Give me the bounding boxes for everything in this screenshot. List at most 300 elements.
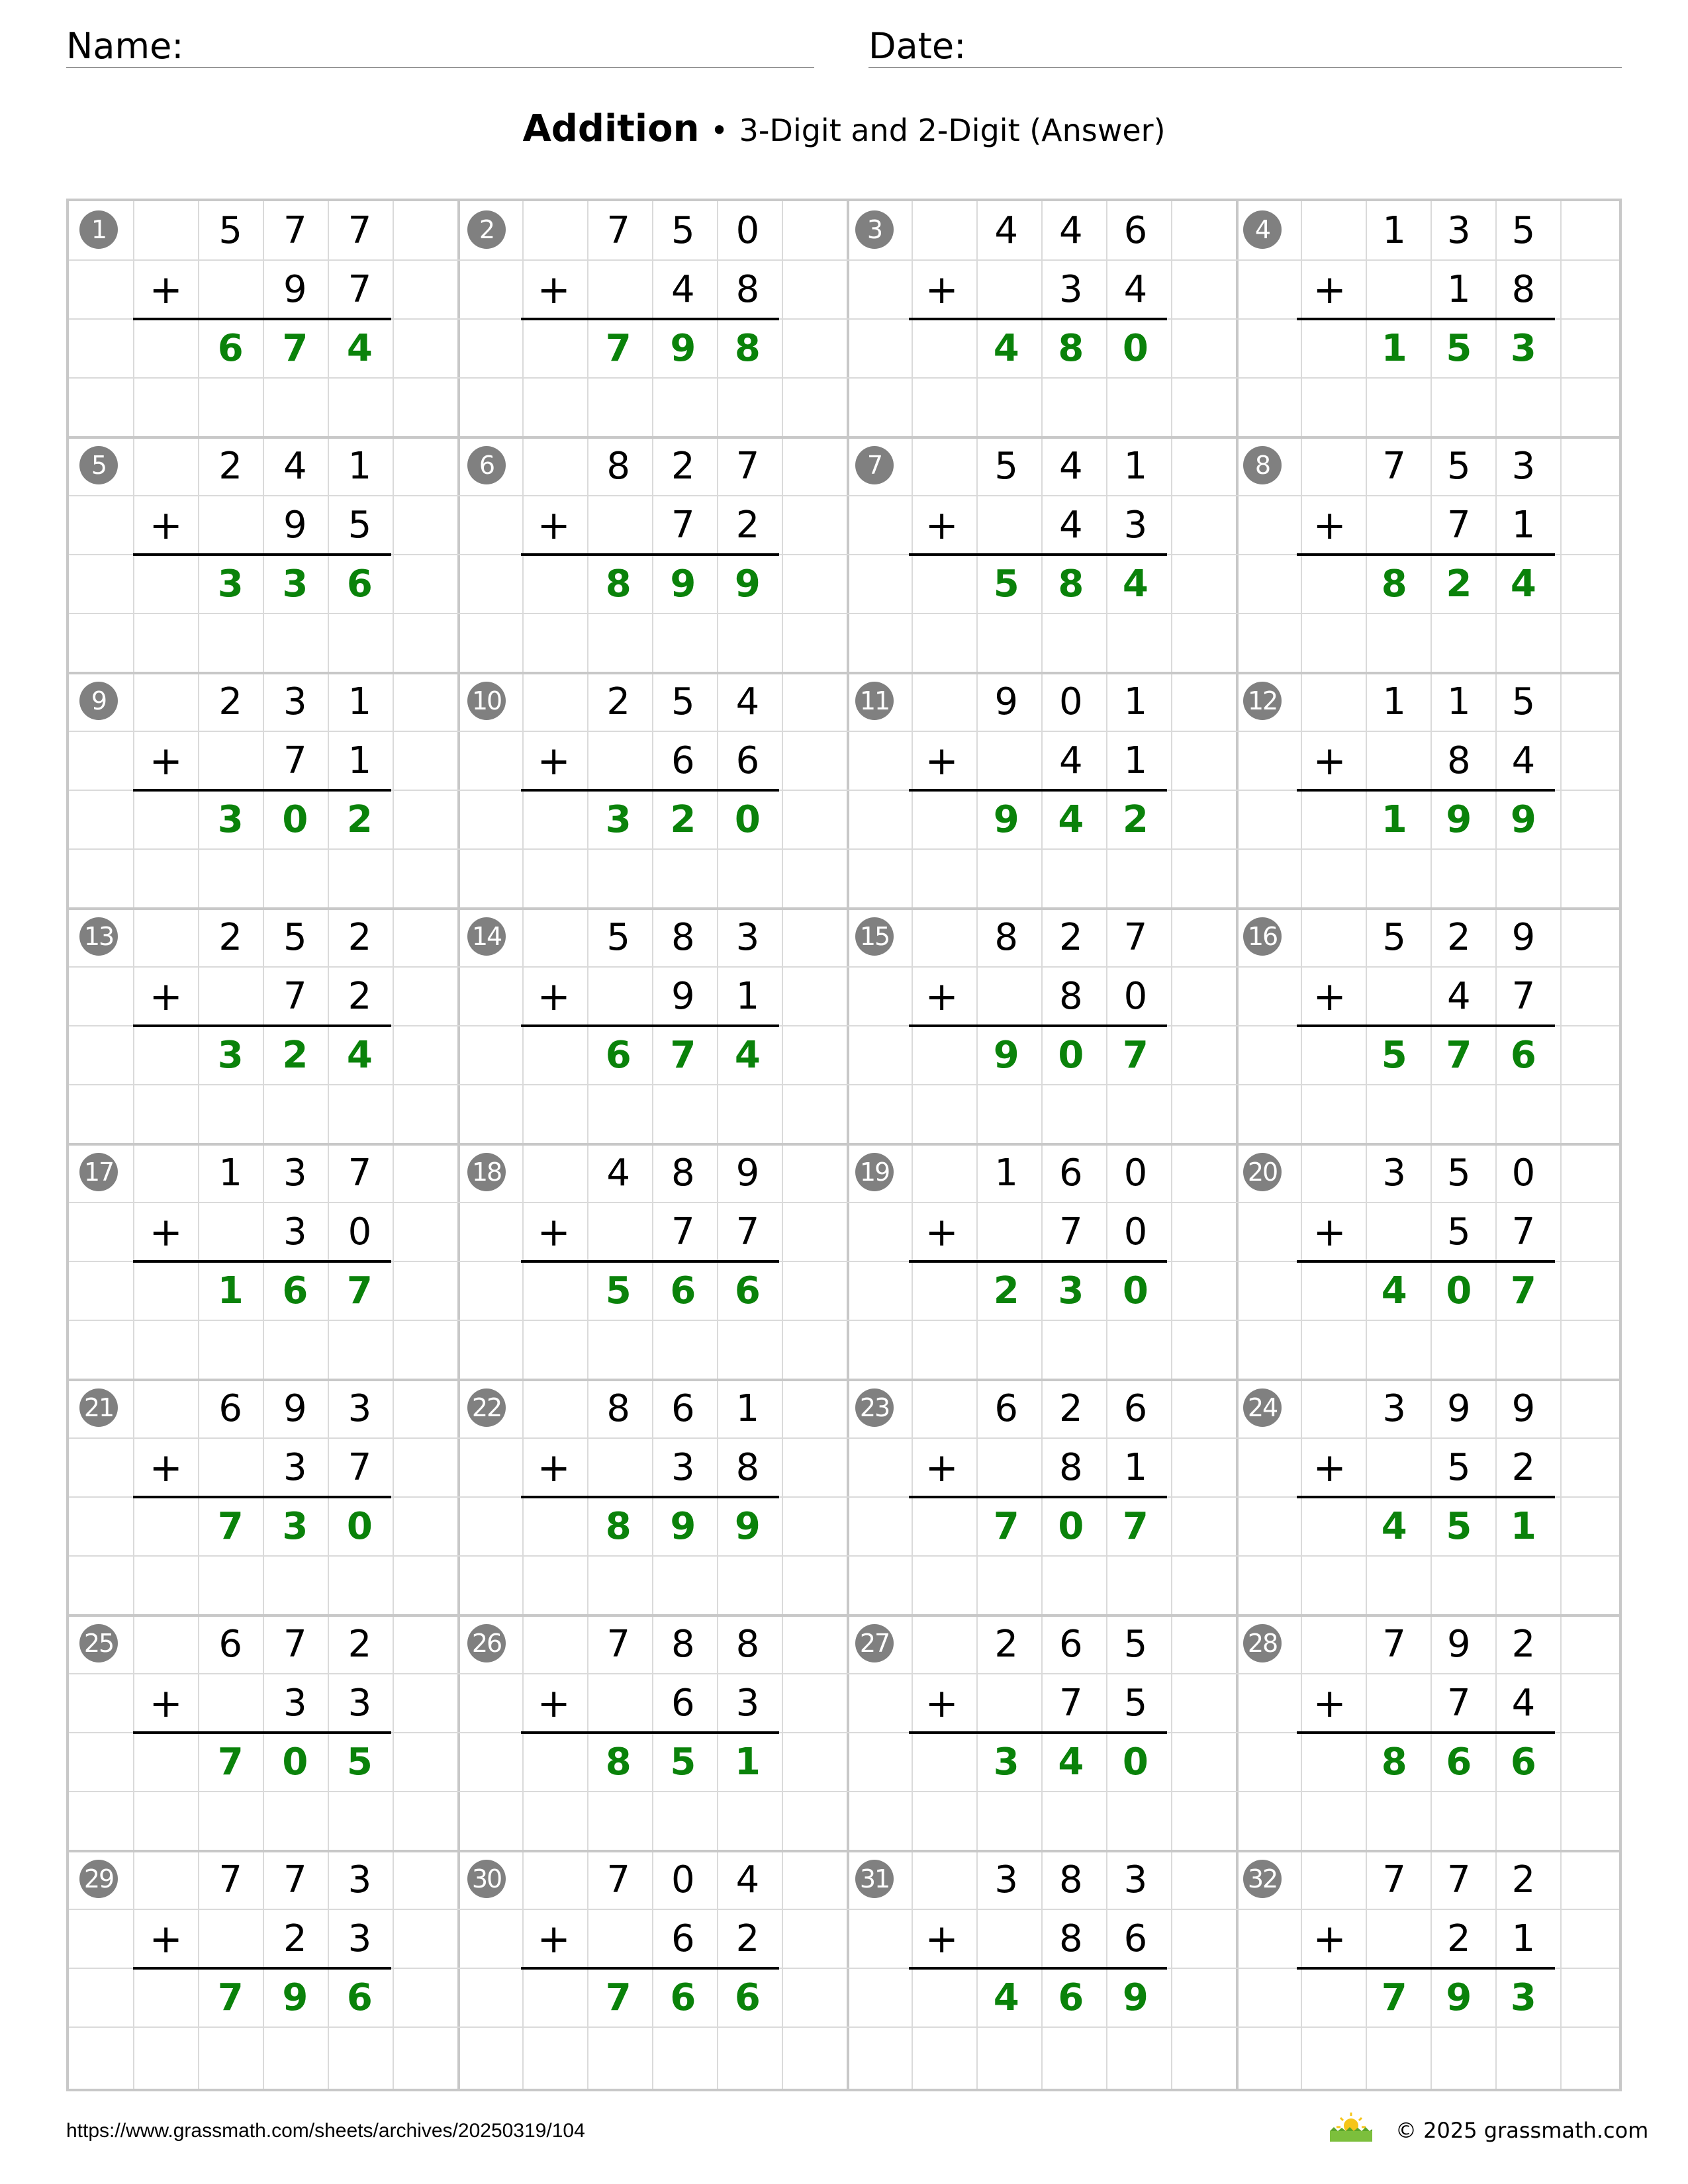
top-digit: 8 [671, 1152, 695, 1195]
bottom-digit: 6 [671, 1917, 695, 1960]
worksheet-title [0, 106, 1688, 154]
problem-number-badge: 30 [467, 1860, 506, 1898]
answer-digit: 2 [346, 798, 373, 841]
bottom-digit: 1 [1446, 268, 1471, 311]
plus-sign: + [925, 1915, 959, 1962]
plus-sign: + [1313, 502, 1346, 549]
answer-digit: 6 [1446, 1741, 1472, 1784]
answer-digit: 8 [605, 1505, 632, 1548]
answer-digit: 8 [605, 563, 632, 606]
problem-number-badge: 19 [855, 1153, 894, 1191]
answer-digit: 1 [734, 1741, 761, 1784]
answer-digit: 7 [605, 327, 632, 370]
answer-digit: 0 [346, 1505, 373, 1548]
top-digit: 2 [218, 916, 242, 959]
problem-card [457, 672, 845, 908]
top-digit: 4 [1058, 209, 1083, 252]
top-digit: 5 [1446, 1152, 1471, 1195]
top-digit: 6 [218, 1387, 242, 1430]
bottom-digit: 5 [348, 504, 372, 547]
top-digit: 5 [994, 445, 1018, 488]
answer-digit: 5 [670, 1741, 696, 1784]
answer-digit: 0 [1122, 327, 1149, 370]
answer-digit: 4 [1381, 1269, 1407, 1312]
answer-digit: 0 [282, 798, 308, 841]
top-digit: 2 [1058, 916, 1083, 959]
answer-digit: 2 [282, 1034, 308, 1077]
grass-sun-logo-icon [1327, 2110, 1375, 2143]
bottom-digit: 7 [283, 739, 307, 782]
answer-digit: 3 [1058, 1269, 1084, 1312]
problem-card [69, 437, 457, 672]
bottom-digit: 3 [283, 1446, 307, 1489]
problem-number-badge: 20 [1243, 1153, 1282, 1191]
top-digit: 6 [1058, 1623, 1083, 1666]
answer-digit: 6 [1510, 1034, 1536, 1077]
answer-digit: 6 [1058, 1976, 1084, 2019]
answer-digit: 6 [217, 327, 244, 370]
problem-card [1233, 1144, 1620, 1379]
answer-digit: 7 [282, 327, 308, 370]
answer-digit: 5 [1381, 1034, 1407, 1077]
bottom-digit: 7 [348, 1446, 372, 1489]
problem-number-badge: 12 [1243, 682, 1282, 720]
answer-digit: 9 [993, 1034, 1019, 1077]
plus-sign: + [1313, 1444, 1346, 1491]
answer-digit: 0 [734, 798, 761, 841]
answer-digit: 3 [217, 563, 244, 606]
answer-digit: 7 [1446, 1034, 1472, 1077]
top-digit: 6 [1058, 1152, 1083, 1195]
answer-digit: 2 [670, 798, 696, 841]
bottom-digit: 5 [1446, 1210, 1471, 1253]
top-digit: 2 [994, 1623, 1018, 1666]
top-digit: 7 [283, 1858, 307, 1901]
plus-sign: + [537, 1680, 571, 1727]
top-digit: 5 [1511, 680, 1536, 723]
top-digit: 8 [606, 1387, 630, 1430]
bottom-digit: 4 [1511, 1682, 1536, 1725]
top-digit: 3 [1511, 445, 1536, 488]
answer-digit: 9 [282, 1976, 308, 2019]
top-digit: 5 [283, 916, 307, 959]
top-digit: 2 [348, 916, 372, 959]
top-digit: 8 [1058, 1858, 1083, 1901]
bottom-digit: 3 [671, 1446, 695, 1489]
bottom-digit: 4 [1446, 975, 1471, 1018]
top-digit: 1 [218, 1152, 242, 1195]
problem-card [69, 1379, 457, 1615]
answer-digit: 9 [670, 1505, 696, 1548]
problem-number-badge: 28 [1243, 1624, 1282, 1662]
top-digit: 4 [735, 680, 760, 723]
top-digit: 3 [735, 916, 760, 959]
date-line[interactable] [868, 67, 1622, 68]
top-digit: 6 [1123, 209, 1148, 252]
top-digit: 2 [606, 680, 630, 723]
bottom-digit: 8 [735, 1446, 760, 1489]
problem-card [845, 1615, 1233, 1850]
bottom-digit: 1 [1511, 504, 1536, 547]
answer-digit: 1 [1381, 327, 1407, 370]
top-digit: 5 [218, 209, 242, 252]
plus-sign: + [537, 1915, 571, 1962]
answer-digit: 7 [217, 1505, 244, 1548]
plus-sign: + [537, 266, 571, 313]
bottom-digit: 8 [1058, 1917, 1083, 1960]
answer-digit: 5 [346, 1741, 373, 1784]
plus-sign: + [149, 1208, 183, 1255]
problem-number-badge: 18 [467, 1153, 506, 1191]
answer-digit: 5 [993, 563, 1019, 606]
plus-sign: + [1313, 737, 1346, 784]
problem-number-badge: 3 [855, 210, 894, 249]
answer-digit: 5 [1446, 327, 1472, 370]
answer-digit: 0 [282, 1741, 308, 1784]
bottom-digit: 3 [348, 1917, 372, 1960]
plus-sign: + [149, 1680, 183, 1727]
problem-number-badge: 13 [79, 917, 118, 956]
problem-card [845, 672, 1233, 908]
top-digit: 3 [1382, 1152, 1406, 1195]
bottom-digit: 2 [735, 1917, 760, 1960]
bottom-digit: 8 [1511, 268, 1536, 311]
top-digit: 2 [1058, 1387, 1083, 1430]
top-digit: 5 [1511, 209, 1536, 252]
bottom-digit: 1 [735, 975, 760, 1018]
problem-card [457, 201, 845, 437]
plus-sign: + [149, 737, 183, 784]
top-digit: 7 [1123, 916, 1148, 959]
problem-card [457, 1850, 845, 2086]
top-digit: 0 [1123, 1152, 1148, 1195]
bottom-digit: 2 [1446, 1917, 1471, 1960]
top-digit: 3 [283, 1152, 307, 1195]
top-digit: 4 [283, 445, 307, 488]
answer-digit: 1 [1510, 1505, 1536, 1548]
bottom-digit: 3 [1058, 268, 1083, 311]
name-label: Name: [66, 25, 184, 67]
bottom-digit: 7 [1058, 1682, 1083, 1725]
top-digit: 0 [1511, 1152, 1536, 1195]
top-digit: 4 [606, 1152, 630, 1195]
bottom-digit: 2 [283, 1917, 307, 1960]
bottom-digit: 7 [1446, 504, 1471, 547]
answer-digit: 0 [1122, 1269, 1149, 1312]
top-digit: 5 [1382, 916, 1406, 959]
problem-card [69, 672, 457, 908]
top-digit: 1 [348, 445, 372, 488]
top-digit: 7 [348, 1152, 372, 1195]
plus-sign: + [1313, 1680, 1346, 1727]
problem-card [1233, 1850, 1620, 2086]
answer-digit: 2 [1122, 798, 1149, 841]
top-digit: 8 [735, 1623, 760, 1666]
problem-number-badge: 25 [79, 1624, 118, 1662]
title-subtitle: 3-Digit and 2-Digit (Answer) [739, 113, 1166, 148]
problem-number-badge: 1 [79, 210, 118, 249]
top-digit: 4 [735, 1858, 760, 1901]
top-digit: 7 [348, 209, 372, 252]
bottom-digit: 9 [283, 504, 307, 547]
problem-number-badge: 31 [855, 1860, 894, 1898]
title-separator: • [710, 113, 729, 148]
plus-sign: + [149, 1444, 183, 1491]
bottom-digit: 8 [735, 268, 760, 311]
bottom-digit: 8 [1058, 975, 1083, 1018]
top-digit: 3 [1446, 209, 1471, 252]
answer-digit: 9 [734, 563, 761, 606]
answer-digit: 6 [670, 1269, 696, 1312]
top-digit: 8 [606, 445, 630, 488]
problem-number-badge: 11 [855, 682, 894, 720]
plus-sign: + [1313, 973, 1346, 1020]
bottom-digit: 2 [1511, 1446, 1536, 1489]
top-digit: 7 [606, 1858, 630, 1901]
answer-digit: 9 [993, 798, 1019, 841]
top-digit: 8 [671, 1623, 695, 1666]
top-digit: 1 [994, 1152, 1018, 1195]
problem-number-badge: 21 [79, 1388, 118, 1427]
bottom-digit: 9 [671, 975, 695, 1018]
answer-digit: 4 [1381, 1505, 1407, 1548]
problem-number-badge: 7 [855, 446, 894, 484]
bottom-digit: 2 [348, 975, 372, 1018]
top-digit: 6 [1123, 1387, 1148, 1430]
problem-card [1233, 1379, 1620, 1615]
problem-number-badge: 29 [79, 1860, 118, 1898]
bottom-digit: 7 [1058, 1210, 1083, 1253]
top-digit: 9 [994, 680, 1018, 723]
answer-digit: 1 [217, 1269, 244, 1312]
bottom-digit: 7 [671, 504, 695, 547]
top-digit: 5 [671, 680, 695, 723]
problem-card [457, 908, 845, 1144]
top-digit: 7 [1446, 1858, 1471, 1901]
top-digit: 6 [671, 1387, 695, 1430]
answer-digit: 7 [1510, 1269, 1536, 1312]
top-digit: 7 [218, 1858, 242, 1901]
bottom-digit: 7 [671, 1210, 695, 1253]
bottom-digit: 4 [671, 268, 695, 311]
top-digit: 1 [1382, 680, 1406, 723]
problem-card [1233, 201, 1620, 437]
problem-card [845, 908, 1233, 1144]
answer-digit: 9 [1122, 1976, 1149, 2019]
problem-number-badge: 16 [1243, 917, 1282, 956]
top-digit: 5 [606, 916, 630, 959]
bottom-digit: 0 [348, 1210, 372, 1253]
top-digit: 3 [1123, 1858, 1148, 1901]
top-digit: 9 [1446, 1387, 1471, 1430]
top-digit: 0 [671, 1858, 695, 1901]
problem-number-badge: 10 [467, 682, 506, 720]
bottom-digit: 6 [671, 1682, 695, 1725]
answer-digit: 7 [1122, 1505, 1149, 1548]
bottom-digit: 8 [1058, 1446, 1083, 1489]
top-digit: 1 [1123, 680, 1148, 723]
answer-digit: 4 [1058, 798, 1084, 841]
bottom-digit: 1 [1511, 1917, 1536, 1960]
bottom-digit: 0 [1123, 1210, 1148, 1253]
plus-sign: + [149, 1915, 183, 1962]
answer-digit: 8 [1058, 563, 1084, 606]
top-digit: 2 [348, 1623, 372, 1666]
answer-digit: 7 [993, 1505, 1019, 1548]
bottom-digit: 6 [735, 739, 760, 782]
bottom-digit: 2 [735, 504, 760, 547]
top-digit: 2 [1511, 1858, 1536, 1901]
plus-sign: + [925, 1444, 959, 1491]
bottom-digit: 4 [1058, 504, 1083, 547]
answer-digit: 4 [993, 327, 1019, 370]
plus-sign: + [925, 502, 959, 549]
top-digit: 7 [283, 209, 307, 252]
answer-digit: 6 [346, 1976, 373, 2019]
plus-sign: + [149, 266, 183, 313]
bottom-digit: 6 [671, 739, 695, 782]
top-digit: 9 [1511, 1387, 1536, 1430]
bottom-digit: 4 [1511, 739, 1536, 782]
footer-url: https://www.grassmath.com/sheets/archives/20250319/104 [66, 2120, 585, 2142]
answer-digit: 0 [1058, 1505, 1084, 1548]
top-digit: 5 [1123, 1623, 1148, 1666]
problem-number-badge: 14 [467, 917, 506, 956]
bottom-digit: 7 [1446, 1682, 1471, 1725]
problem-number-badge: 32 [1243, 1860, 1282, 1898]
problem-card [69, 201, 457, 437]
plus-sign: + [925, 266, 959, 313]
answer-digit: 4 [734, 1034, 761, 1077]
name-line[interactable] [66, 67, 814, 68]
plus-sign: + [925, 1208, 959, 1255]
problem-card [69, 908, 457, 1144]
bottom-digit: 5 [1446, 1446, 1471, 1489]
plus-sign: + [1313, 266, 1346, 313]
problem-number-badge: 2 [467, 210, 506, 249]
plus-sign: + [537, 502, 571, 549]
answer-digit: 8 [1381, 563, 1407, 606]
answer-digit: 9 [1510, 798, 1536, 841]
answer-digit: 5 [605, 1269, 632, 1312]
bottom-digit: 1 [1123, 739, 1148, 782]
answer-digit: 7 [670, 1034, 696, 1077]
answer-digit: 0 [1058, 1034, 1084, 1077]
answer-digit: 9 [734, 1505, 761, 1548]
problem-card [457, 437, 845, 672]
bottom-digit: 4 [1123, 268, 1148, 311]
top-digit: 2 [1446, 916, 1471, 959]
answer-digit: 3 [993, 1741, 1019, 1784]
answer-digit: 4 [346, 327, 373, 370]
problem-card [457, 1615, 845, 1850]
problem-card [1233, 908, 1620, 1144]
problem-number-badge: 17 [79, 1153, 118, 1191]
answer-digit: 3 [605, 798, 632, 841]
bottom-digit: 7 [735, 1210, 760, 1253]
problem-card [845, 1144, 1233, 1379]
problem-number-badge: 6 [467, 446, 506, 484]
answer-digit: 5 [1446, 1505, 1472, 1548]
top-digit: 2 [218, 445, 242, 488]
plus-sign: + [149, 973, 183, 1020]
title-main: Addition [522, 107, 700, 150]
problem-card [69, 1850, 457, 2086]
plus-sign: + [1313, 1208, 1346, 1255]
problem-card [845, 1379, 1233, 1615]
top-digit: 9 [735, 1152, 760, 1195]
problem-grid [66, 199, 1622, 2091]
problem-number-badge: 27 [855, 1624, 894, 1662]
problem-card [1233, 1615, 1620, 1850]
bottom-digit: 3 [283, 1210, 307, 1253]
answer-digit: 6 [734, 1976, 761, 2019]
bottom-digit: 7 [1511, 975, 1536, 1018]
answer-digit: 0 [1122, 1741, 1149, 1784]
top-digit: 7 [735, 445, 760, 488]
problem-number-badge: 24 [1243, 1388, 1282, 1427]
plus-sign: + [537, 973, 571, 1020]
answer-digit: 6 [670, 1976, 696, 2019]
problem-card [845, 201, 1233, 437]
top-digit: 7 [1382, 1858, 1406, 1901]
answer-digit: 4 [993, 1976, 1019, 2019]
bottom-digit: 3 [735, 1682, 760, 1725]
problem-number-badge: 15 [855, 917, 894, 956]
top-digit: 3 [1382, 1387, 1406, 1430]
plus-sign: + [537, 737, 571, 784]
answer-digit: 6 [734, 1269, 761, 1312]
top-digit: 8 [994, 916, 1018, 959]
top-digit: 3 [348, 1387, 372, 1430]
top-digit: 9 [1511, 916, 1536, 959]
bottom-digit: 5 [1123, 1682, 1148, 1725]
top-digit: 1 [1446, 680, 1471, 723]
top-digit: 7 [606, 1623, 630, 1666]
answer-digit: 4 [346, 1034, 373, 1077]
bottom-digit: 4 [1058, 739, 1083, 782]
plus-sign: + [925, 1680, 959, 1727]
top-digit: 4 [994, 209, 1018, 252]
plus-sign: + [925, 973, 959, 1020]
bottom-digit: 3 [1123, 504, 1148, 547]
answer-digit: 3 [282, 563, 308, 606]
top-digit: 3 [348, 1858, 372, 1901]
top-digit: 3 [283, 680, 307, 723]
answer-digit: 7 [346, 1269, 373, 1312]
problem-card [69, 1144, 457, 1379]
answer-digit: 7 [1381, 1976, 1407, 2019]
answer-digit: 3 [282, 1505, 308, 1548]
plus-sign: + [537, 1208, 571, 1255]
bottom-digit: 3 [283, 1682, 307, 1725]
answer-digit: 3 [1510, 327, 1536, 370]
answer-digit: 8 [1058, 327, 1084, 370]
top-digit: 5 [1446, 445, 1471, 488]
plus-sign: + [925, 737, 959, 784]
problem-card [457, 1379, 845, 1615]
answer-digit: 9 [1446, 798, 1472, 841]
top-digit: 0 [1058, 680, 1083, 723]
answer-digit: 4 [1510, 563, 1536, 606]
top-digit: 6 [994, 1387, 1018, 1430]
answer-digit: 2 [993, 1269, 1019, 1312]
bottom-digit: 1 [1123, 1446, 1148, 1489]
problem-number-badge: 8 [1243, 446, 1282, 484]
top-digit: 2 [671, 445, 695, 488]
problem-number-badge: 23 [855, 1388, 894, 1427]
top-digit: 8 [671, 916, 695, 959]
